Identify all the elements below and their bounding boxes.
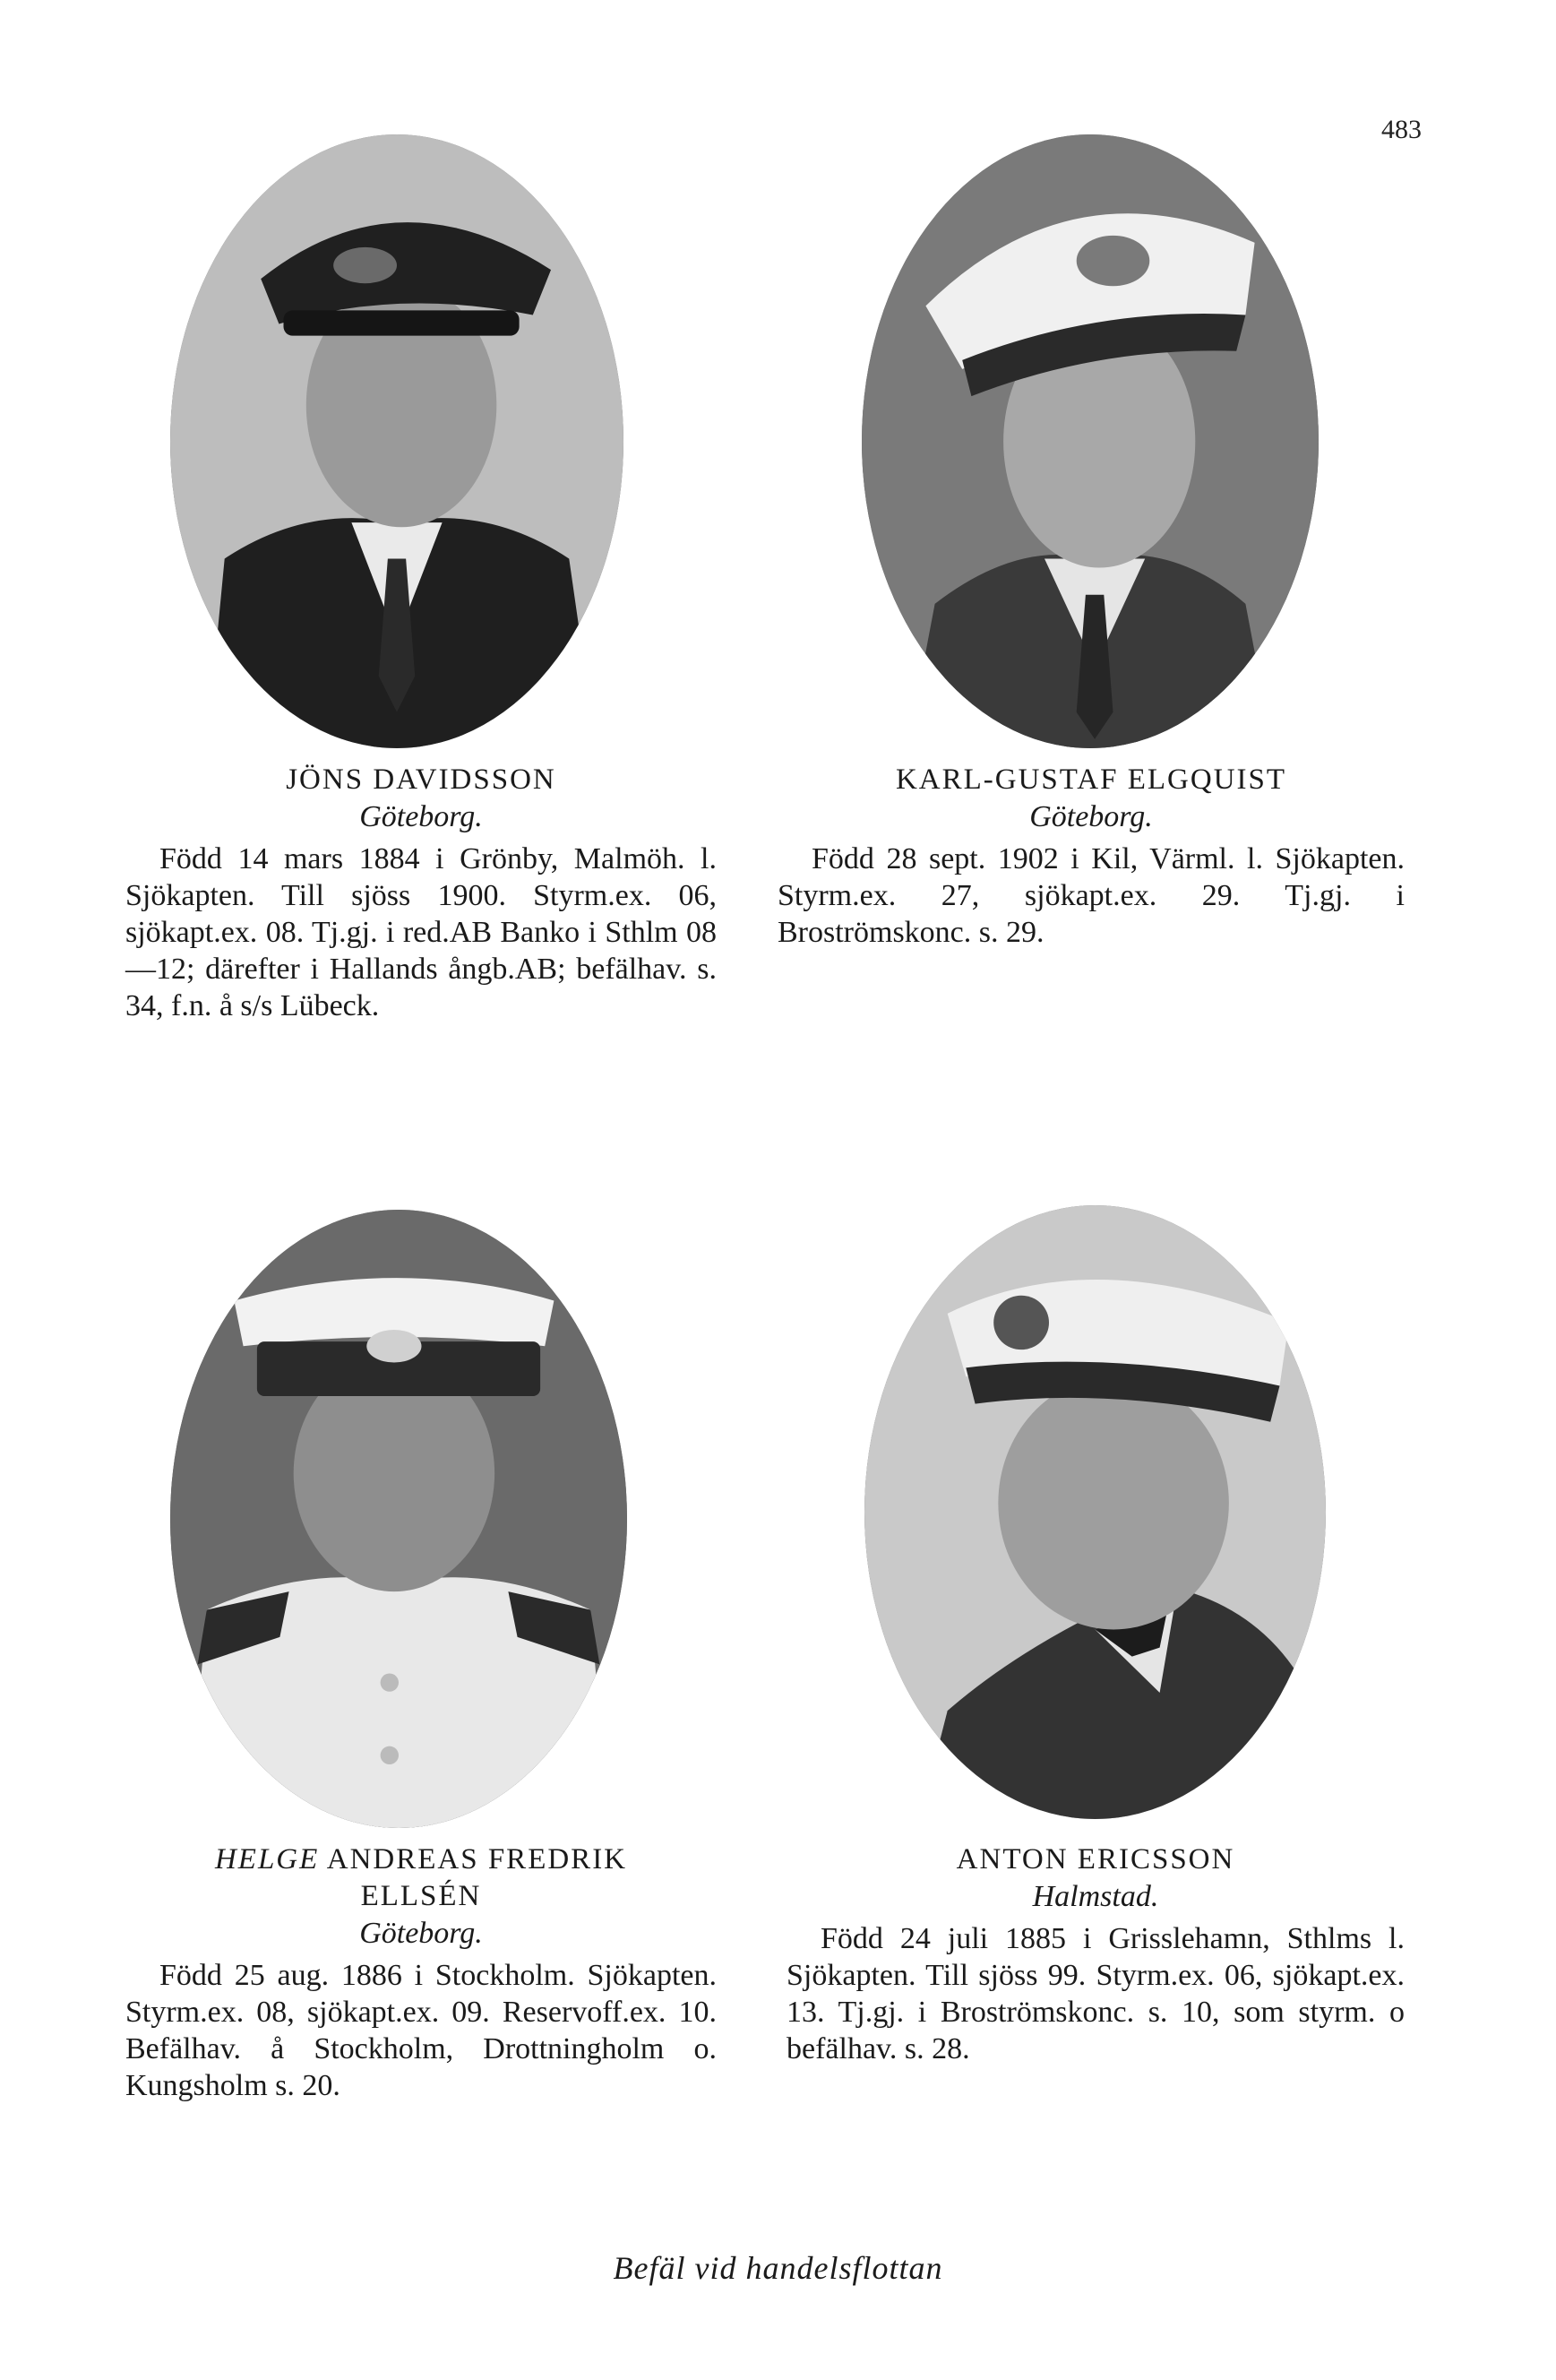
biography-text: Född 25 aug. 1886 i Stockholm. Sjökapten. Styrm.ex. 08, sjökapt.ex. 09. Reservoff.ex. 10. Befälhav. å Stockholm, Drottningholm o. Kungsholm s. 20.: [125, 1959, 717, 2102]
person-place: Göteborg.: [359, 1917, 483, 1950]
portrait-photo: [170, 1210, 627, 1828]
person-name-first: HELGE: [214, 1843, 320, 1876]
portrait-photo: [862, 134, 1319, 748]
biography-text: Född 14 mars 1884 i Grönby, Malmöh. l. Sjökapten. Till sjöss 1900. Styrm.ex. 06, sjökapt.ex. 08. Tj.gj. i red.AB Banko i Sthlm 08—12; därefter i Hallands ångb.AB; befälhav. s. 34, f.n. å s/s Lübeck.: [125, 842, 717, 1022]
biography-text: Född 24 juli 1885 i Grisslehamn, Sthlms l. Sjökapten. Till sjöss 99. Styrm.ex. 06, sjökapt.ex. 13. Tj.gj. i Broströmskonc. s. 10, som styrm. o befälhav. s. 28.: [787, 1922, 1405, 2065]
biography-text: Född 28 sept. 1902 i Kil, Värml. l. Sjökapten. Styrm.ex. 27, sjökapt.ex. 29. Tj.gj. i Broströmskonc. s. 29.: [778, 842, 1405, 949]
person-name: KARL-GUSTAF ELGQUIST: [895, 763, 1287, 796]
person-name-middle: ANDREAS FREDRIK: [326, 1843, 628, 1876]
person-place: Göteborg.: [359, 800, 483, 833]
portrait-photo: [864, 1205, 1326, 1819]
biography-entry: [125, 762, 717, 1024]
person-name: JÖNS DAVIDSSON: [286, 763, 556, 796]
biography-entry: [125, 1841, 717, 2104]
person-place: Halmstad.: [1032, 1880, 1159, 1913]
page-number: 483: [1381, 115, 1422, 144]
biography-entry: [787, 1841, 1405, 2067]
person-name: ANTON ERICSSON: [956, 1843, 1235, 1876]
person-name-last: ELLSÉN: [360, 1880, 482, 1912]
running-footer: Befäl vid handelsflottan: [613, 2250, 943, 2286]
biography-entry: [778, 762, 1405, 951]
person-name: [125, 1841, 717, 1878]
person-place: Göteborg.: [1029, 800, 1153, 833]
portrait-photo: [170, 134, 623, 748]
